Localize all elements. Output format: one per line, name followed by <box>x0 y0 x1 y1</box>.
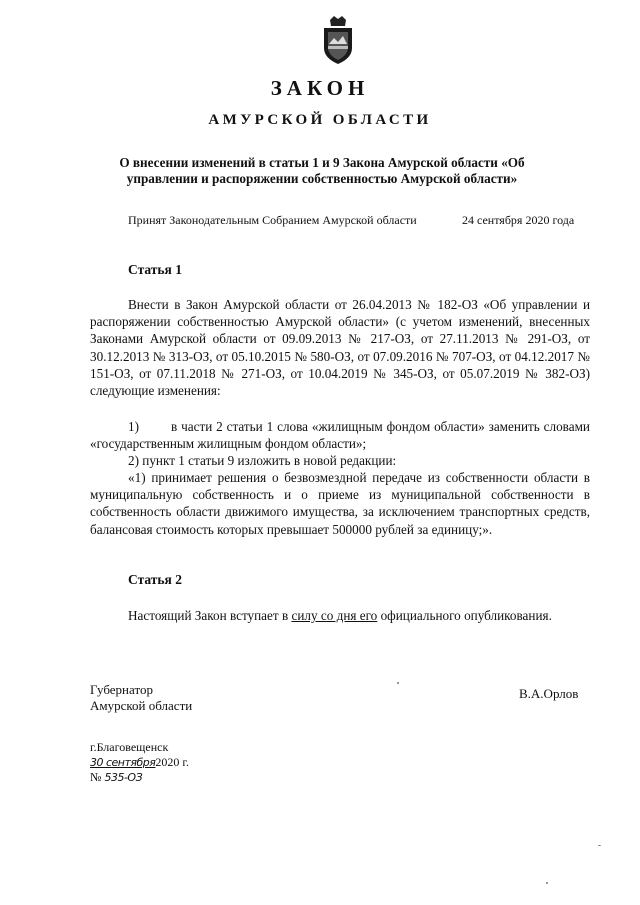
article-1-item-1 <box>90 418 590 452</box>
law-number-prefix: № <box>90 770 102 784</box>
law-number <box>90 770 189 785</box>
article-2-text-before: Настоящий Закон вступает в <box>128 608 292 623</box>
signatory-role-line-1: Губернатор <box>90 682 153 697</box>
signing-year: 2020 г. <box>155 755 189 769</box>
coat-of-arms-icon <box>318 14 358 66</box>
scan-speck <box>546 882 548 884</box>
signing-date <box>90 755 189 770</box>
article-1-item-2: 2) пункт 1 статьи 9 изложить в новой редакции: <box>128 453 397 468</box>
item-1-text: в части 2 статьи 1 слова «жилищным фондом области» заменить словами «государственным жилищным фондом области»; <box>90 419 590 452</box>
article-2-text-after: официального опубликования. <box>377 608 552 623</box>
handwritten-date: 30 сентября <box>90 756 156 769</box>
article-2-text <box>90 607 590 624</box>
document-title: ЗАКОН <box>270 76 370 100</box>
article-2-text-underlined: силу со дня его <box>291 608 378 623</box>
document-subtitle: АМУРСКОЙ ОБЛАСТИ <box>208 112 432 128</box>
article-1-title: Статья 1 <box>128 262 182 277</box>
article-1-intro: Внести в Закон Амурской области от 26.04.2013 № 182-ОЗ «Об управлении и распоряжении собственностью Амурской области» (с учетом изменений, внесенных Законами Амурской области от 09.09.2013 № 217-ОЗ, от 27.11.2013 № 291-ОЗ, от 30.12.2013 № 313-ОЗ, от 05.10.2015 № 580-ОЗ, от 07.09.2016 № 707-ОЗ, от 04.12.2017 № 151-ОЗ, от 07.11.2018 № 271-ОЗ, от 10.04.2019 № 345-ОЗ, от 05.07.2019 № 382-ОЗ) следующие изменения: <box>90 297 590 399</box>
signing-city: г.Благовещенск <box>90 740 169 754</box>
scan-speck <box>397 682 399 684</box>
signing-place-block <box>90 740 189 785</box>
adopted-date: 24 сентября 2020 года <box>462 213 575 227</box>
article-1-item-2-quote: «1) принимает решения о безвозмездной передаче из собственности области в муниципальную собственность и о приеме из муниципальной собственности в собственность области движимого имущества, за исключением транспортных средств, балансовая стоимость которых превышает 500000 рублей за единицу;». <box>90 470 590 537</box>
signatory-role-line-2: Амурской области <box>90 698 193 713</box>
scan-speck <box>598 845 601 846</box>
law-heading: О внесении изменений в статьи 1 и 9 Закона Амурской области «Об управлении и распоряжении собственностью Амурской области» <box>119 155 525 186</box>
item-1-number: 1) <box>128 419 139 434</box>
handwritten-law-number: 535-ОЗ <box>104 771 143 784</box>
adopted-by-text: Принят Законодательным Собранием Амурской области <box>128 213 417 227</box>
signatory-name: В.А.Орлов <box>519 686 579 701</box>
article-2-title: Статья 2 <box>128 572 182 587</box>
signatory-role <box>90 682 192 714</box>
